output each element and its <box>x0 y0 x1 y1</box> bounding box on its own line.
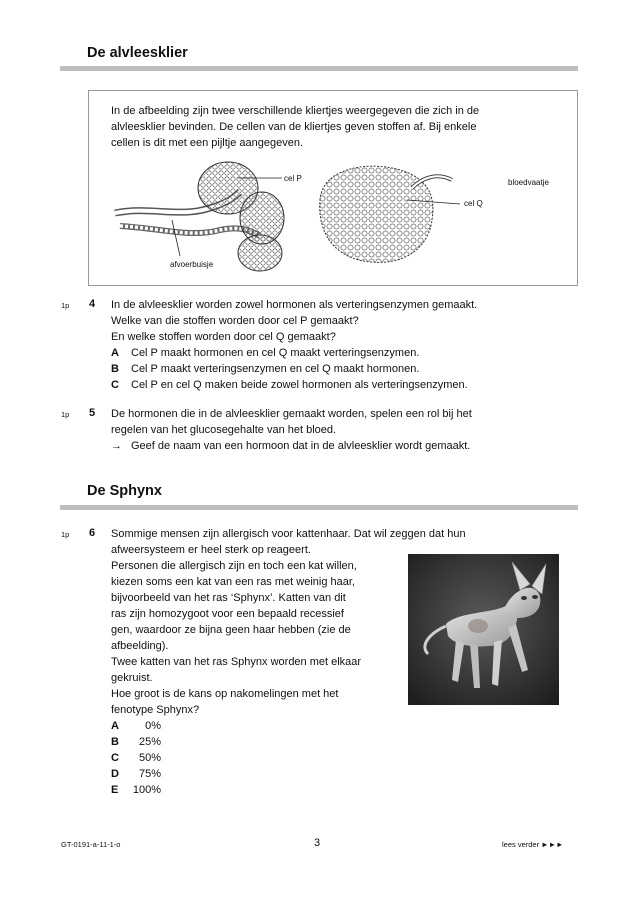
q6-line-1: Sommige mensen zijn allergisch voor kattenhaar. Dat wil zeggen dat hun <box>111 528 466 540</box>
instruction-text: Geef de naam van een hormoon dat in de alvleesklier wordt gemaakt. <box>131 440 471 452</box>
q6-wrap-line-2: kiezen soms een kat van een ras met weinig haar, <box>111 576 355 588</box>
next-page-hint: lees verder ►►► <box>502 840 564 849</box>
option-text: 100% <box>132 784 161 796</box>
q5-number: 5 <box>89 407 96 419</box>
q6-wrap-line-3: bijvoorbeeld van het ras ‘Sphynx’. Katten van dit <box>111 592 346 604</box>
option-text: 75% <box>138 768 161 780</box>
q6-wrap-line-10: fenotype Sphynx? <box>111 704 200 716</box>
q6-option-d[interactable] <box>111 766 161 782</box>
option-letter: C <box>111 379 119 391</box>
q6-option-e[interactable] <box>111 782 161 798</box>
label-cel-p: cel P <box>284 174 302 183</box>
arrow-icon: → <box>111 440 122 452</box>
section-title-alvleesklier: De alvleesklier <box>87 45 188 61</box>
q6-wrap-line-1: Personen die allergisch zijn en toch een kat willen, <box>111 560 357 572</box>
q6-wrap-line-8: gekruist. <box>111 672 153 684</box>
option-letter: C <box>111 752 119 764</box>
option-text: 50% <box>138 752 161 764</box>
section-rule <box>60 66 578 71</box>
q6-points: 1p <box>61 530 70 539</box>
q4-option-c[interactable] <box>111 377 468 393</box>
label-afvoerbuisje: afvoerbuisje <box>170 260 214 269</box>
intro-line-3: cellen is dit met een pijltje aangegeven. <box>111 137 304 149</box>
q6-option-a[interactable] <box>111 718 161 734</box>
option-letter: A <box>111 347 119 359</box>
option-letter: D <box>111 768 119 780</box>
q4-line-2: Welke van die stoffen worden door cel P gemaakt? <box>111 315 359 327</box>
label-cel-q: cel Q <box>464 199 483 208</box>
q5-instruction <box>111 438 470 454</box>
q5-points: 1p <box>61 410 70 419</box>
option-text: Cel P en cel Q maken beide zowel hormonen als verteringsenzymen. <box>131 379 468 391</box>
q4-option-b[interactable] <box>111 361 419 377</box>
page-number: 3 <box>314 837 321 849</box>
q4-line-1: In de alvleesklier worden zowel hormonen als verteringsenzymen gemaakt. <box>111 299 478 311</box>
option-letter: B <box>111 363 119 375</box>
q4-option-a[interactable] <box>111 345 419 361</box>
intro-line-1: In de afbeelding zijn twee verschillende kliertjes weergegeven die zich in de <box>111 105 480 117</box>
q4-number: 4 <box>89 298 96 310</box>
gland-illustration-left <box>110 158 310 276</box>
option-letter: E <box>111 784 119 796</box>
q4-points: 1p <box>61 301 70 310</box>
q6-option-c[interactable] <box>111 750 161 766</box>
section-rule <box>60 505 578 510</box>
q6-wrap-line-7: Twee katten van het ras Sphynx worden met elkaar <box>111 656 362 668</box>
label-bloedvaatje: bloedvaatje <box>508 178 549 187</box>
q6-wrap-line-6: afbeelding). <box>111 640 169 652</box>
q6-number: 6 <box>89 527 96 539</box>
q6-line-2: afweersysteem er heel sterk op reageert. <box>111 544 311 556</box>
q4-line-3: En welke stoffen worden door cel Q gemaakt? <box>111 331 336 343</box>
option-text: 0% <box>145 720 161 732</box>
q6-wrap-line-9: Hoe groot is de kans op nakomelingen met het <box>111 688 339 700</box>
q6-option-b[interactable] <box>111 734 161 750</box>
q6-wrap-line-4: ras zijn homozygoot voor een bepaald recessief <box>111 608 344 620</box>
q5-line-1: De hormonen die in de alvleesklier gemaakt worden, spelen een rol bij het <box>111 408 472 420</box>
intro-line-2: alvleesklier bevinden. De cellen van de kliertjes geven stoffen af. Bij enkele <box>111 121 477 133</box>
footer-code: GT-0191-a-11-1-o <box>61 840 121 849</box>
section-title-sphynx: De Sphynx <box>87 483 162 499</box>
option-text: 25% <box>138 736 161 748</box>
q5-line-2: regelen van het glucosegehalte van het bloed. <box>111 424 337 436</box>
gland-illustration-right <box>312 160 462 270</box>
q6-wrap-line-5: gen, waardoor ze bijna geen haar hebben (zie de <box>111 624 351 636</box>
option-text: Cel P maakt verteringsenzymen en cel Q maakt hormonen. <box>131 363 420 375</box>
option-letter: A <box>111 720 119 732</box>
option-text: Cel P maakt hormonen en cel Q maakt verteringsenzymen. <box>131 347 420 359</box>
sphynx-cat-photo <box>408 554 559 705</box>
option-letter: B <box>111 736 119 748</box>
